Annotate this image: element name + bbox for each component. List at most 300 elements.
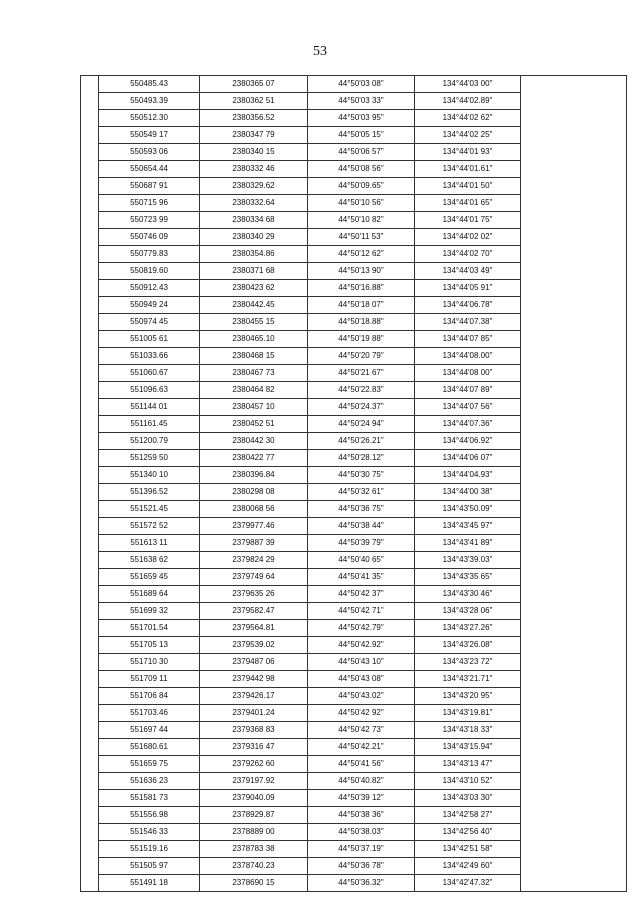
y-coordinate-cell: 2380340 15 [200,144,308,161]
y-coordinate-cell: 2380356.52 [200,110,308,127]
x-coordinate-cell: 551709 11 [99,671,200,688]
table-row [81,671,627,688]
table-row [81,314,627,331]
latitude-cell: 44°50'24.37" [308,399,415,416]
latitude-cell: 44°50'36 78" [308,858,415,875]
table-row [81,467,627,484]
row-lead-cell [81,620,99,637]
latitude-cell: 44°50'42.79" [308,620,415,637]
latitude-cell: 44°50'41 35" [308,569,415,586]
row-lead-cell [81,229,99,246]
row-lead-cell [81,331,99,348]
y-coordinate-cell: 2378740.23 [200,858,308,875]
latitude-cell: 44°50'19 88" [308,331,415,348]
latitude-cell: 44°50'08 56" [308,161,415,178]
longitude-cell: 134°44'07 89" [415,382,521,399]
longitude-cell: 134°44'05 91" [415,280,521,297]
latitude-cell: 44°50'43 10" [308,654,415,671]
row-tail-cell [521,858,627,875]
latitude-cell: 44°50'18 07" [308,297,415,314]
row-tail-cell [521,722,627,739]
table-row [81,552,627,569]
longitude-cell: 134°43'03 30" [415,790,521,807]
longitude-cell: 134°44'04.93" [415,467,521,484]
row-lead-cell [81,212,99,229]
table-row [81,76,627,93]
row-lead-cell [81,161,99,178]
longitude-cell: 134°44'06 07" [415,450,521,467]
x-coordinate-cell: 551680.61 [99,739,200,756]
row-lead-cell [81,314,99,331]
latitude-cell: 44°50'36 75" [308,501,415,518]
longitude-cell: 134°44'01 75" [415,212,521,229]
row-lead-cell [81,586,99,603]
latitude-cell: 44°50'06 57" [308,144,415,161]
longitude-cell: 134°43'13 47" [415,756,521,773]
y-coordinate-cell: 2380465.10 [200,331,308,348]
row-tail-cell [521,127,627,144]
x-coordinate-cell: 551144 01 [99,399,200,416]
longitude-cell: 134°43'15.94" [415,739,521,756]
latitude-cell: 44°50'12 62" [308,246,415,263]
y-coordinate-cell: 2380347 79 [200,127,308,144]
table-row [81,93,627,110]
longitude-cell: 134°43'27.26" [415,620,521,637]
latitude-cell: 44°50'05 15" [308,127,415,144]
latitude-cell: 44°50'32 61" [308,484,415,501]
y-coordinate-cell: 2379582.47 [200,603,308,620]
longitude-cell: 134°44'08.00" [415,348,521,365]
x-coordinate-cell: 550493.39 [99,93,200,110]
x-coordinate-cell: 551096.63 [99,382,200,399]
y-coordinate-cell: 2380298 08 [200,484,308,501]
table-row [81,178,627,195]
row-lead-cell [81,280,99,297]
table-row [81,212,627,229]
row-tail-cell [521,688,627,705]
row-lead-cell [81,450,99,467]
table-row [81,637,627,654]
row-lead-cell [81,484,99,501]
longitude-cell: 134°44'07.36" [415,416,521,433]
row-lead-cell [81,807,99,824]
x-coordinate-cell: 550819.60 [99,263,200,280]
latitude-cell: 44°50'43.02" [308,688,415,705]
longitude-cell: 134°42'51 58" [415,841,521,858]
y-coordinate-cell: 2379824 29 [200,552,308,569]
latitude-cell: 44°50'38.03" [308,824,415,841]
row-tail-cell [521,790,627,807]
table-row [81,433,627,450]
x-coordinate-cell: 551659 75 [99,756,200,773]
latitude-cell: 44°50'10 56" [308,195,415,212]
y-coordinate-cell: 2378929.87 [200,807,308,824]
longitude-cell: 134°44'08 00" [415,365,521,382]
y-coordinate-cell: 2380068 56 [200,501,308,518]
latitude-cell: 44°50'16.88" [308,280,415,297]
coordinates-table [80,75,627,892]
row-lead-cell [81,382,99,399]
table-row [81,161,627,178]
row-lead-cell [81,756,99,773]
x-coordinate-cell: 551710 30 [99,654,200,671]
latitude-cell: 44°50'42.92" [308,637,415,654]
x-coordinate-cell: 551033.66 [99,348,200,365]
x-coordinate-cell: 551546 33 [99,824,200,841]
y-coordinate-cell: 2380371 68 [200,263,308,280]
table-row [81,331,627,348]
latitude-cell: 44°50'40 65" [308,552,415,569]
table-row [81,705,627,722]
y-coordinate-cell: 2380332.64 [200,195,308,212]
table-row [81,229,627,246]
row-lead-cell [81,637,99,654]
x-coordinate-cell: 551060.67 [99,365,200,382]
x-coordinate-cell: 551697 44 [99,722,200,739]
row-tail-cell [521,756,627,773]
latitude-cell: 44°50'24 94" [308,416,415,433]
x-coordinate-cell: 551521.45 [99,501,200,518]
row-lead-cell [81,110,99,127]
x-coordinate-cell: 551689 64 [99,586,200,603]
table-row [81,246,627,263]
table-row [81,382,627,399]
x-coordinate-cell: 551638 62 [99,552,200,569]
row-tail-cell [521,875,627,892]
x-coordinate-cell: 550723 99 [99,212,200,229]
y-coordinate-cell: 2380340 29 [200,229,308,246]
longitude-cell: 134°44'03 49" [415,263,521,280]
table-row [81,875,627,892]
table-row [81,569,627,586]
latitude-cell: 44°50'21 67" [308,365,415,382]
row-lead-cell [81,569,99,586]
y-coordinate-cell: 2380396.84 [200,467,308,484]
row-lead-cell [81,552,99,569]
row-lead-cell [81,824,99,841]
row-lead-cell [81,535,99,552]
latitude-cell: 44°50'20 79" [308,348,415,365]
row-tail-cell [521,739,627,756]
y-coordinate-cell: 2379401.24 [200,705,308,722]
table-row [81,450,627,467]
row-tail-cell [521,280,627,297]
longitude-cell: 134°42'58 27" [415,807,521,824]
table-row [81,841,627,858]
row-tail-cell [521,195,627,212]
y-coordinate-cell: 2380452 51 [200,416,308,433]
y-coordinate-cell: 2379040.09 [200,790,308,807]
longitude-cell: 134°44'01.61" [415,161,521,178]
table-row [81,824,627,841]
latitude-cell: 44°50'26.21" [308,433,415,450]
table-row [81,484,627,501]
y-coordinate-cell: 2380468 15 [200,348,308,365]
row-tail-cell [521,93,627,110]
row-tail-cell [521,161,627,178]
row-tail-cell [521,603,627,620]
table-row [81,195,627,212]
row-tail-cell [521,841,627,858]
table-row [81,722,627,739]
longitude-cell: 134°43'39.03" [415,552,521,569]
longitude-cell: 134°44'03 00" [415,76,521,93]
row-tail-cell [521,365,627,382]
latitude-cell: 44°50'39 12" [308,790,415,807]
longitude-cell: 134°43'20 95" [415,688,521,705]
longitude-cell: 134°43'21.71" [415,671,521,688]
page-number: 53 [313,44,327,59]
y-coordinate-cell: 2380422 77 [200,450,308,467]
row-tail-cell [521,807,627,824]
table-row [81,603,627,620]
longitude-cell: 134°43'30 46" [415,586,521,603]
y-coordinate-cell: 2379442 98 [200,671,308,688]
x-coordinate-cell: 551491 18 [99,875,200,892]
table-row [81,416,627,433]
row-lead-cell [81,671,99,688]
row-tail-cell [521,246,627,263]
row-lead-cell [81,399,99,416]
row-tail-cell [521,416,627,433]
longitude-cell: 134°43'18 33" [415,722,521,739]
y-coordinate-cell: 2379635 26 [200,586,308,603]
row-lead-cell [81,416,99,433]
y-coordinate-cell: 2380423 62 [200,280,308,297]
x-coordinate-cell: 550593 06 [99,144,200,161]
latitude-cell: 44°50'38 36" [308,807,415,824]
y-coordinate-cell: 2379487 06 [200,654,308,671]
row-lead-cell [81,246,99,263]
table-row [81,365,627,382]
table-row [81,858,627,875]
y-coordinate-cell: 2379887 39 [200,535,308,552]
latitude-cell: 44°50'40.82" [308,773,415,790]
longitude-cell: 134°44'01 65" [415,195,521,212]
latitude-cell: 44°50'42 71" [308,603,415,620]
longitude-cell: 134°44'02 62" [415,110,521,127]
y-coordinate-cell: 2379316 47 [200,739,308,756]
y-coordinate-cell: 2380464 82 [200,382,308,399]
longitude-cell: 134°43'50.09" [415,501,521,518]
row-tail-cell [521,484,627,501]
x-coordinate-cell: 551259 50 [99,450,200,467]
row-lead-cell [81,790,99,807]
y-coordinate-cell: 2379539.02 [200,637,308,654]
row-lead-cell [81,603,99,620]
x-coordinate-cell: 551699 32 [99,603,200,620]
y-coordinate-cell: 2379426.17 [200,688,308,705]
row-tail-cell [521,535,627,552]
row-tail-cell [521,110,627,127]
longitude-cell: 134°42'49 60" [415,858,521,875]
row-lead-cell [81,365,99,382]
y-coordinate-cell: 2378889 00 [200,824,308,841]
table-row [81,790,627,807]
x-coordinate-cell: 551706 84 [99,688,200,705]
latitude-cell: 44°50'39 79" [308,535,415,552]
x-coordinate-cell: 551701.54 [99,620,200,637]
y-coordinate-cell: 2380329.62 [200,178,308,195]
row-lead-cell [81,297,99,314]
row-tail-cell [521,331,627,348]
row-tail-cell [521,348,627,365]
x-coordinate-cell: 551659 45 [99,569,200,586]
longitude-cell: 134°43'35 65" [415,569,521,586]
row-tail-cell [521,773,627,790]
x-coordinate-cell: 550949 24 [99,297,200,314]
longitude-cell: 134°44'06.78" [415,297,521,314]
longitude-cell: 134°44'02 25" [415,127,521,144]
y-coordinate-cell: 2380365 07 [200,76,308,93]
row-lead-cell [81,467,99,484]
x-coordinate-cell: 551200.79 [99,433,200,450]
y-coordinate-cell: 2378690 15 [200,875,308,892]
table-row [81,739,627,756]
longitude-cell: 134°44'07.38" [415,314,521,331]
row-tail-cell [521,705,627,722]
row-lead-cell [81,127,99,144]
latitude-cell: 44°50'42 73" [308,722,415,739]
longitude-cell: 134°43'23 72" [415,654,521,671]
y-coordinate-cell: 2378783 38 [200,841,308,858]
x-coordinate-cell: 551613 11 [99,535,200,552]
x-coordinate-cell: 550974 45 [99,314,200,331]
row-lead-cell [81,875,99,892]
table-row [81,144,627,161]
x-coordinate-cell: 551005 61 [99,331,200,348]
latitude-cell: 44°50'41 56" [308,756,415,773]
x-coordinate-cell: 550549 17 [99,127,200,144]
longitude-cell: 134°43'45 97" [415,518,521,535]
x-coordinate-cell: 550512.30 [99,110,200,127]
x-coordinate-cell: 551703.46 [99,705,200,722]
longitude-cell: 134°43'10 52" [415,773,521,790]
row-tail-cell [521,518,627,535]
row-lead-cell [81,654,99,671]
table-row [81,654,627,671]
longitude-cell: 134°44'01 93" [415,144,521,161]
row-lead-cell [81,739,99,756]
row-tail-cell [521,178,627,195]
x-coordinate-cell: 551396.52 [99,484,200,501]
y-coordinate-cell: 2380362 51 [200,93,308,110]
x-coordinate-cell: 551572 52 [99,518,200,535]
table-row [81,807,627,824]
y-coordinate-cell: 2380455 15 [200,314,308,331]
latitude-cell: 44°50'30 75" [308,467,415,484]
row-lead-cell [81,722,99,739]
x-coordinate-cell: 550485.43 [99,76,200,93]
y-coordinate-cell: 2380442.45 [200,297,308,314]
row-tail-cell [521,450,627,467]
row-lead-cell [81,433,99,450]
latitude-cell: 44°50'18.88" [308,314,415,331]
longitude-cell: 134°43'28 06" [415,603,521,620]
table-row [81,586,627,603]
y-coordinate-cell: 2379197.92 [200,773,308,790]
latitude-cell: 44°50'42.21" [308,739,415,756]
row-tail-cell [521,314,627,331]
row-tail-cell [521,586,627,603]
row-tail-cell [521,569,627,586]
y-coordinate-cell: 2379977.46 [200,518,308,535]
row-lead-cell [81,841,99,858]
x-coordinate-cell: 550715 96 [99,195,200,212]
table-row [81,535,627,552]
row-tail-cell [521,263,627,280]
row-lead-cell [81,93,99,110]
row-tail-cell [521,433,627,450]
x-coordinate-cell: 551705 13 [99,637,200,654]
coordinates-table-body [81,76,627,892]
row-lead-cell [81,178,99,195]
row-lead-cell [81,144,99,161]
row-lead-cell [81,76,99,93]
y-coordinate-cell: 2380442 30 [200,433,308,450]
latitude-cell: 44°50'03 33" [308,93,415,110]
table-row [81,756,627,773]
table-row [81,399,627,416]
table-row [81,280,627,297]
longitude-cell: 134°43'41 89" [415,535,521,552]
latitude-cell: 44°50'10 82" [308,212,415,229]
x-coordinate-cell: 550912.43 [99,280,200,297]
row-lead-cell [81,773,99,790]
row-tail-cell [521,297,627,314]
row-tail-cell [521,671,627,688]
row-lead-cell [81,263,99,280]
longitude-cell: 134°44'07 56" [415,399,521,416]
x-coordinate-cell: 550687 91 [99,178,200,195]
latitude-cell: 44°50'28.12" [308,450,415,467]
longitude-cell: 134°44'01 50" [415,178,521,195]
row-tail-cell [521,552,627,569]
row-tail-cell [521,620,627,637]
x-coordinate-cell: 551505 97 [99,858,200,875]
x-coordinate-cell: 550779.83 [99,246,200,263]
x-coordinate-cell: 550746 09 [99,229,200,246]
row-tail-cell [521,399,627,416]
y-coordinate-cell: 2379262 60 [200,756,308,773]
table-row [81,110,627,127]
longitude-cell: 134°44'02 02" [415,229,521,246]
latitude-cell: 44°50'13 90" [308,263,415,280]
table-row [81,773,627,790]
y-coordinate-cell: 2380467 73 [200,365,308,382]
x-coordinate-cell: 551161.45 [99,416,200,433]
longitude-cell: 134°44'06.92" [415,433,521,450]
row-tail-cell [521,212,627,229]
x-coordinate-cell: 550654.44 [99,161,200,178]
longitude-cell: 134°44'02 70" [415,246,521,263]
latitude-cell: 44°50'37.19" [308,841,415,858]
row-lead-cell [81,688,99,705]
row-tail-cell [521,654,627,671]
row-lead-cell [81,195,99,212]
latitude-cell: 44°50'42 37" [308,586,415,603]
row-lead-cell [81,501,99,518]
latitude-cell: 44°50'43 08" [308,671,415,688]
row-tail-cell [521,382,627,399]
longitude-cell: 134°43'19.81" [415,705,521,722]
latitude-cell: 44°50'36.32" [308,875,415,892]
latitude-cell: 44°50'03 08" [308,76,415,93]
y-coordinate-cell: 2379368 83 [200,722,308,739]
latitude-cell: 44°50'22.83" [308,382,415,399]
x-coordinate-cell: 551581 73 [99,790,200,807]
row-tail-cell [521,76,627,93]
